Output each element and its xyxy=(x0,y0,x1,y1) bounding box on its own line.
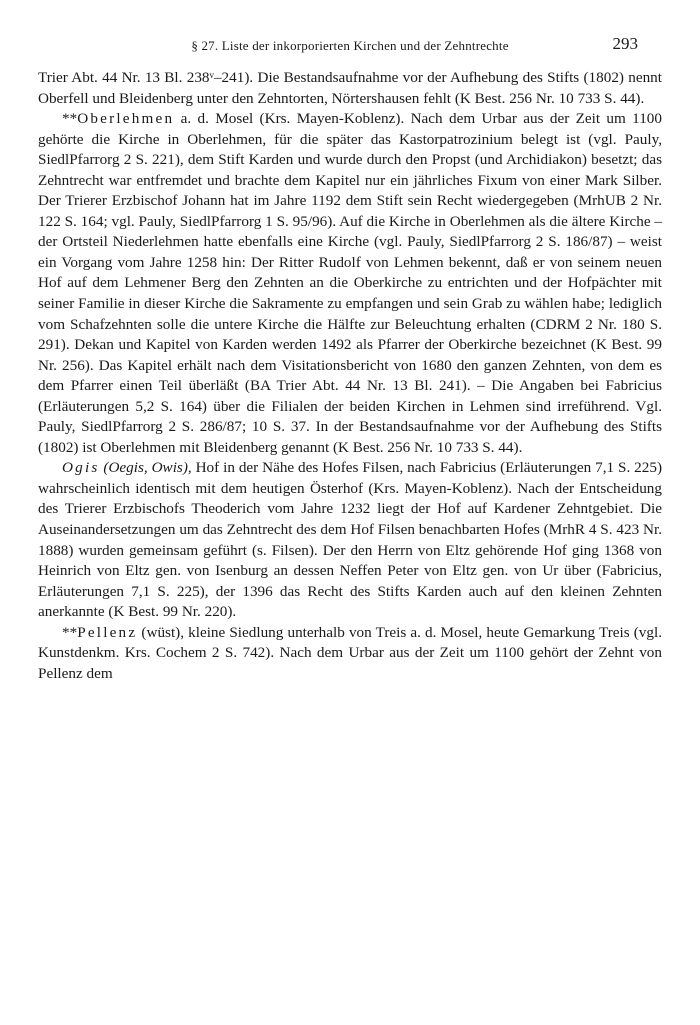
entry-headword: Ogis xyxy=(62,459,100,477)
page-number: 293 xyxy=(612,34,638,53)
entry-variants: (Oegis, Owis) xyxy=(103,459,188,477)
paragraph-text: Trier Abt. 44 Nr. 13 Bl. 238ᵛ–241). Die Bestandsaufnahme vor der Aufhebung des Stifts (1802) nennt Oberfell und Bleidenberg unter den Zehntorten, Nörtershausen fehlt (K Best. 256 Nr. 10 733 S. 44). xyxy=(38,69,662,107)
entry-text: (wüst), kleine Siedlung unterhalb von Treis a. d. Mosel, heute Gemarkung Treis (vgl. Kunstdenkm. Krs. Cochem 2 S. 742). Nach dem Urbar aus der Zeit um 1100 gehört der Zehnt von Pellenz dem xyxy=(38,623,662,682)
entry-pellenz xyxy=(38,623,662,685)
running-head-title: § 27. Liste der inkorporierten Kirchen und der Zehntrechte xyxy=(191,38,509,53)
paragraph-continuation xyxy=(38,68,662,109)
entry-marker: ** xyxy=(62,623,78,641)
entry-text: , Hof in der Nähe des Hofes Filsen, nach Fabricius (Erläuterungen 7,1 S. 225) wahrscheinlich identisch mit dem heutigen Österhof (Krs. Mayen-Koblenz). Nach der Entscheidung des Trierer Erzbischofs Theoderich vom Jahre 1232 liegt der Hof auf Kardener Zehntgebiet. Die Auseinandersetzungen um das Zehntrecht des dem Hof Filsen benachbarten Hofes (MrhR 4 S. 423 Nr. 1888) wurden gemeinsam geführt (s. Filsen). Der den Herrn von Eltz gehörende Hof ging 1368 von Heinrich von Eltz gen. von Isenburg an dessen Neffen Peter von Eltz gen. von Ur über (Fabricius, Erläuterungen 7,1 S. 225), der 1396 das Recht des Stifts Karden auch auf den kleinen Zehnten anerkannte (K Best. 99 Nr. 220). xyxy=(38,459,663,621)
running-head xyxy=(40,34,660,56)
entry-headword: Pellenz xyxy=(77,623,138,641)
body-text xyxy=(38,68,662,684)
entry-marker: ** xyxy=(62,110,78,128)
entry-oberlehmen xyxy=(38,109,662,458)
entry-headword: Oberlehmen xyxy=(77,110,175,128)
entry-ogis xyxy=(38,458,662,622)
entry-text: a. d. Mosel (Krs. Mayen-Koblenz). Nach dem Urbar aus der Zeit um 1100 gehörte die Kirche in Oberlehmen, für die später das Kastorpatrozinium belegt ist (vgl. Pauly, SiedlPfarrorg 2 S. 221), dem Stift Karden und wurde durch den Propst (und Archidiakon) besetzt; das Zehntrecht war entfremdet und brachte dem Kapitel nur ein jährliches Fixum von einer Mark Silber. Der Trierer Erzbischof Johann hat im Jahre 1192 dem Stift sein Recht wiedergegeben (MrhUB 2 Nr. 122 S. 164; vgl. Pauly, SiedlPfarrorg 1 S. 95/96). Auf die Kirche in Oberlehmen als die ältere Kirche – der Ortsteil Niederlehmen hatte ebenfalls eine Kirche (vgl. Pauly, SiedlPfarrorg 2 S. 186/87) – weist ein Vorgang vom Jahre 1258 hin: Der Ritter Rudolf von Lehmen bekennt, daß er von seinem neuen Hof auf dem Lehmener Berg den Zehnten an die Oberkirche zu entrichten und der Hofpächter mit seiner Familie in dieser Kirche die Sakramente zu empfangen und sein Grab zu wählen habe; lediglich vom Schafzehnten solle die untere Kirche die Hälfte zur Beleuchtung erhalten (CDRM 2 Nr. 180 S. 291). Dekan und Kapitel von Karden werden 1492 als Pfarrer der Oberkirche bezeichnet (K Best. 99 Nr. 256). Das Kapitel erhält nach dem Visitationsbericht von 1680 den ganzen Zehnten, von dem es dem Pfarrer einen Teil überläßt (BA Trier Abt. 44 Nr. 13 Bl. 241). – Die Angaben bei Fabricius (Erläuterungen 5,2 S. 164) über die Filialen der beiden Kirchen in Lehmen sind irreführend. Vgl. Pauly, SiedlPfarrorg 2 S. 286/87; 10 S. 37. In der Bestandsaufnahme vor der Aufhebung des Stifts (1802) ist Oberlehmen mit Bleidenberg genannt (K Best. 256 Nr. 10 733 S. 44). xyxy=(38,110,662,456)
